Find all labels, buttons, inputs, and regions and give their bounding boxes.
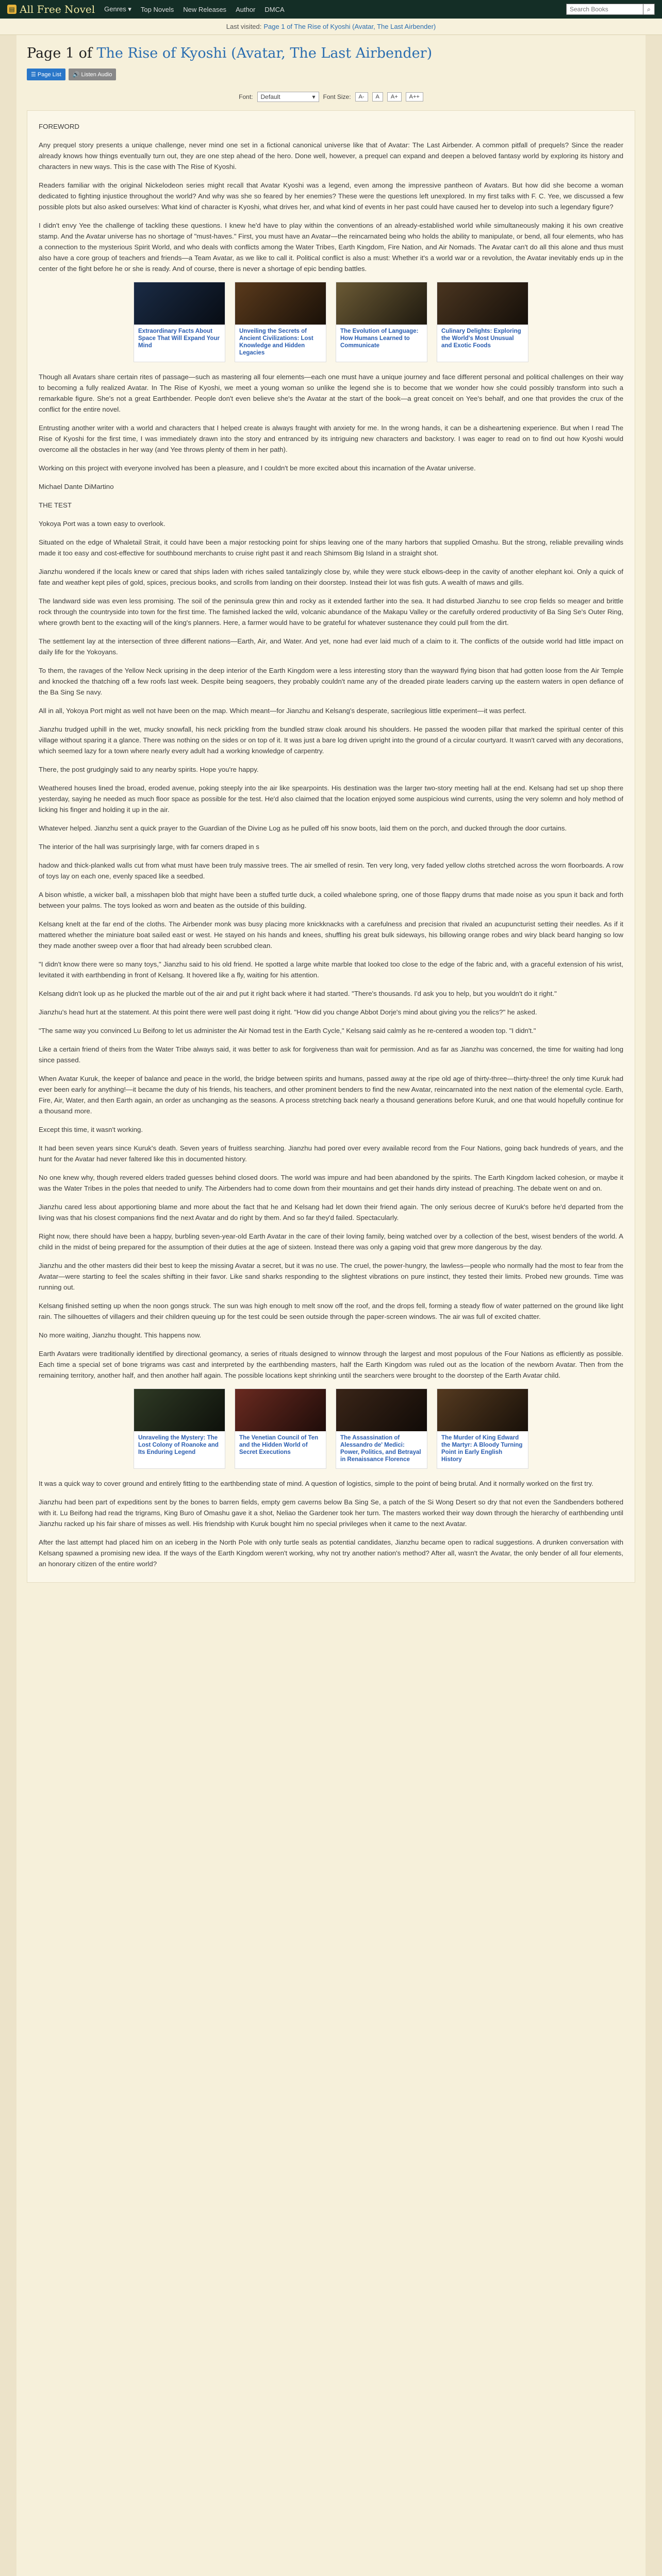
paragraph: Jianzhu trudged uphill in the wet, mucky snowfall, his neck prickling from the bundled straw cloak around his shoulders. He passed the wooden pillar that marked the spiritual center of this village without sparing it a glance. There was nothing on the sides or on top of it. It was just a bare log driven upright into the ground of a circular courtyard. It wasn't carved with any decorations, which seemed lazy for a town where nearly every adult had a working knowledge of carpentry. xyxy=(39,725,623,755)
menu-author[interactable]: Author xyxy=(236,5,256,13)
book-title-link[interactable]: The Rise of Kyoshi (Avatar, The Last Airbender) xyxy=(96,45,433,61)
ad-image xyxy=(235,282,326,325)
menu-genres[interactable]: Genres ▾ xyxy=(104,5,131,13)
ad-caption: Unveiling the Secrets of Ancient Civilizations: Lost Knowledge and Hidden Legacies xyxy=(239,328,313,356)
paragraph: hadow and thick-planked walls cut from what must have been truly massive trees. The air smelled of resin. Ten very long, very faded yellow cloths stretched across the worn floorboards. A row of toys lay on each one, evenly spaced like a seedbed. xyxy=(39,861,623,880)
paragraph: Situated on the edge of Whaletail Strait, it could have been a major restocking point for ships leaving one of the many harbors that supplied Omashu. But the strong, reliable prevailing winds made it too easy and cost-effective for southbound merchants to cruise right past it and reach Shimsom Big Island in a straight shot. xyxy=(39,538,623,557)
top-navbar xyxy=(0,0,662,19)
font-size-label: Font Size: xyxy=(323,93,351,100)
action-buttons xyxy=(27,69,635,80)
site-name: All Free Novel xyxy=(20,3,95,15)
paragraph: Jianzhu cared less about apportioning blame and more about the fact that he and Kelsang had let down their friend again. The only serious decree of Kuruk's before he'd departed from the living was that his closest companions find the next Avatar and do right by them. And so far they'd failed. Spectacularly. xyxy=(39,1203,623,1222)
ad-caption: Culinary Delights: Exploring the World's Most Unusual and Exotic Foods xyxy=(441,328,521,349)
paragraph: Entrusting another writer with a world and characters that I helped create is always fraught with anxiety for me. In the wrong hands, it can be a disheartening experience. But when I read The Rise of Kyoshi for the first time, I was immediately drawn into the story and entranced by its intriguing new characters and backstory. I was eager to read on to find out how Kyoshi would overcome all the obstacles in her way (and Yee throws plenty of them in her path). xyxy=(39,424,623,453)
ad-caption: The Murder of King Edward the Martyr: A Bloody Turning Point in Early English History xyxy=(441,1435,523,1463)
ad-card[interactable] xyxy=(336,1388,427,1469)
paragraph: The settlement lay at the intersection of three different nations—Earth, Air, and Water. And yet, none had ever laid much of a claim to it. The conflicts of the outside world had little impact on daily life for the Yokoyans. xyxy=(39,637,623,656)
paragraph: Jianzhu and the other masters did their best to keep the missing Avatar a secret, but it was no use. The cruel, the power-hungry, the lawless—people who normally had the most to fear from the Avatar—were starting to feel the scales shifting in their favor. Like sand sharks responding to the slightest vibrations on pure instinct, they tested their limits. Probed new grounds. Time was running out. xyxy=(39,1262,623,1291)
ad-card[interactable] xyxy=(235,282,326,362)
ad-caption: The Evolution of Language: How Humans Learned to Communicate xyxy=(340,328,419,349)
last-visited-link[interactable]: Page 1 of The Rise of Kyoshi (Avatar, The Last Airbender) xyxy=(263,23,436,30)
font-select-value: Default xyxy=(260,93,280,100)
ad-card[interactable] xyxy=(437,282,528,362)
page-wrapper xyxy=(16,35,646,2576)
paragraph: There, the post grudgingly said to any nearby spirits. Hope you're happy. xyxy=(39,766,259,773)
paragraph: "I didn't know there were so many toys," Jianzhu said to his old friend. He spotted a large white marble that looked too close to the edge of the fabric and, with a graceful extension of his wrist, levitated it with earthbending in front of Kelsang. It hovered like a fly, waiting for his attention. xyxy=(39,960,623,979)
main-menu xyxy=(104,5,285,13)
paragraph: Jianzhu's head hurt at the statement. At this point there were well past doing it right. "How did you change Abbot Dorje's mind about giving you the relics?" he asked. xyxy=(39,1008,537,1016)
paragraph: It was a quick way to cover ground and entirely fitting to the earthbending state of mind. A question of logistics, simple to the point of being brutal. And it normally worked on the first try. xyxy=(39,1480,593,1487)
paragraph: To them, the ravages of the Yellow Neck uprising in the deep interior of the Earth Kingdom were a less interesting story than the wayward flying bison that had gotten loose from the Air Temple and knocked the thatching off a few roofs last week. Despite being seagoers, they probably couldn't name any of the dreaded pirate leaders carving up the eastern waters in open defiance of the Ba Sing Se navy. xyxy=(39,667,623,696)
ad-image xyxy=(134,1389,225,1431)
paragraph: THE TEST xyxy=(39,501,72,509)
ad-caption: Extraordinary Facts About Space That Will Expand Your Mind xyxy=(138,328,220,349)
ad-row-top xyxy=(39,282,623,362)
paragraph: Jianzhu had been part of expeditions sent by the bones to barren fields, empty gem caverns below Ba Sing Se, a patch of the Si Wong Desert so dry that not even the Sandbenders bothered with it. Lu Beifong had read the trigrams, King Buro of Omashu gave it a shot, Neliao the Gardener took her turn. The masters worked their way down through the hierarchy of earthbending until Jianzhu racked up his fair share of misses as well. His friendship with Kuruk bought him no special privileges when it came to the next Avatar. xyxy=(39,1498,623,1528)
last-visited-label: Last visited: xyxy=(226,23,262,30)
ad-image xyxy=(235,1389,326,1431)
paragraph: The landward side was even less promising. The soil of the peninsula grew thin and rocky as it extended farther into the sea. It had disturbed Jianzhu to see crop fields so meager and brittle rock through the countryside into town for the first time. The famished lacked the wild, volcanic abundance of the Makapu Valley or the carefully ordered productivity of Ba Sing Se's Outer Ring, where growth bent to the exacting will of the king's planners. Here, a farmer would have to be grateful for whatever sustenance they could pull from the dirt. xyxy=(39,597,623,626)
text-block-c xyxy=(39,1478,623,1569)
ad-card[interactable] xyxy=(134,1388,225,1469)
ad-caption: Unraveling the Mystery: The Lost Colony of Roanoke and Its Enduring Legend xyxy=(138,1435,219,1455)
paragraph: Michael Dante DiMartino xyxy=(39,483,114,490)
font-label: Font: xyxy=(239,93,253,100)
paragraph: FOREWORD xyxy=(39,123,80,130)
ad-row-bottom xyxy=(39,1388,623,1469)
paragraph: Though all Avatars share certain rites of passage—such as mastering all four elements—each one must have a unique journey and face different personal and political challenges on their way to becoming a fully realized Avatar. In The Rise of Kyoshi, we meet a young woman so unlike the legend she is to become that we wonder how she could possibly transform into such a remarkable figure. She's not a great Earthbender. People don't even believe she's the Avatar at the start of the book—a great conceit on Yee's behalf, and one that provides the crux of the conflict for the entire novel. xyxy=(39,373,623,413)
paragraph: Kelsang finished setting up when the noon gongs struck. The sun was high enough to melt snow off the roof, and the drops fell, forming a steady flow of water patterned on the ground like light rain. The silhouettes of villagers and their children queuing up for the test could be seen outside through the paper-screen windows. The air was full of excited chatter. xyxy=(39,1302,623,1320)
book-icon: ▤ xyxy=(7,5,16,14)
paragraph: Yokoya Port was a town easy to overlook. xyxy=(39,520,166,528)
listen-audio-button[interactable]: 🔊 Listen Audio xyxy=(69,69,117,80)
font-size-increase[interactable]: A+ xyxy=(387,92,402,101)
paragraph: Weathered houses lined the broad, eroded avenue, poking steeply into the air like spearpoints. His destination was the larger two-story meeting hall at the end. Kelsang had set up shop there yesterday, saying he needed as much floor space as possible for the test. He'd also claimed that the location enjoyed some auspicious wind currents, using the very solemn and holy method of licking his finger and holding it up in the air. xyxy=(39,784,623,814)
paragraph: I didn't envy Yee the challenge of tackling these questions. I knew he'd have to play within the conventions of an already-established world while simultaneously making it his own creative stamp. And the Avatar universe has no shortage of "must-haves." First, you must have an Avatar—the reincarnated being who holds the ability to manipulate, or bend, all four elements, who has a connection to the mysterious Spirit World, and who deals with conflicts among the Water Tribes, Earth Kingdom, Fire Nation, and Air Nomads. The Avatar can't do all this alone and thus must also have a core group of teachers and friends—a Team Avatar, as we like to call it. Political conflict is also a must: Whether it's a world war or a revolution, the Avatar inevitably ends up in the center of the fight before he or she is ready. And of course, there is never a shortage of epic bending battles. xyxy=(39,222,623,273)
paragraph: Kelsang knelt at the far end of the cloths. The Airbender monk was busy placing more knickknacks with a carefulness and precision that rivaled an acupuncturist setting their needles. As if it mattered whether the miniature boat sailed east or west. He stayed on his hands and knees, shuffling his great bulk sideways, his billowing orange robes and wiry black beard hanging so low they made another sweep over a floor that had already been scrubbed clean. xyxy=(39,920,623,950)
paragraph: Earth Avatars were traditionally identified by directional geomancy, a series of rituals designed to winnow through the largest and most populous of the Four Nations as efficiently as possible. Each time a special set of bone trigrams was cast and interpreted by the earthbending masters, half the Earth Kingdom was ruled out as the location of the newborn Avatar. Then from the remaining territory, another half, and then another half again. The possible locations kept shrinking until the searchers were brought to the doorstep of the Earth Avatar child. xyxy=(39,1350,623,1379)
page-title-prefix: Page 1 of xyxy=(27,45,92,61)
paragraph: The interior of the hall was surprisingly large, with far corners draped in s xyxy=(39,843,259,851)
ad-caption: The Assassination of Alessandro de' Medici: Power, Politics, and Betrayal in Renaissance Florence xyxy=(340,1435,421,1463)
paragraph: No more waiting, Jianzhu thought. This happens now. xyxy=(39,1331,202,1339)
search-icon[interactable]: ⌕ xyxy=(643,4,655,15)
paragraph: "The same way you convinced Lu Beifong to let us administer the Air Nomad test in the Earth Cycle," Kelsang said calmly as he re-centered a wooden top. "I didn't." xyxy=(39,1027,536,1035)
site-logo[interactable] xyxy=(7,3,95,15)
font-size-max[interactable]: A++ xyxy=(406,92,423,101)
font-select[interactable] xyxy=(257,92,319,102)
ad-card[interactable] xyxy=(336,282,427,362)
paragraph: All in all, Yokoya Port might as well not have been on the map. Which meant—for Jianzhu and Kelsang's desperate, sacrilegious little experiment—it was perfect. xyxy=(39,707,526,715)
ad-image xyxy=(134,282,225,325)
last-visited-bar xyxy=(0,19,662,35)
text-block-b xyxy=(39,371,623,1381)
paragraph: Jianzhu wondered if the locals knew or cared that ships laden with riches sailed tantalizingly close by, while they were stuck elbows-deep in the cavity of another elephant koi. Only a quick of fate and weather kept piles of gold, spices, precious books, and scrolls from landing on their doorstep. Instead their lot was fish guts. A wealth of maws and gills. xyxy=(39,568,623,586)
chevron-down-icon: ▾ xyxy=(312,93,316,100)
paragraph: Working on this project with everyone involved has been a pleasure, and I couldn't be more excited about this incarnation of the Avatar universe. xyxy=(39,464,476,472)
menu-dmca[interactable]: DMCA xyxy=(264,5,285,13)
menu-top-novels[interactable]: Top Novels xyxy=(140,5,174,13)
page-list-button[interactable]: ☰ Page List xyxy=(27,69,65,80)
paragraph: Kelsang didn't look up as he plucked the marble out of the air and put it right back where it had started. "There's thousands. I'd ask you to help, but you wouldn't do it right." xyxy=(39,990,557,997)
page-title xyxy=(27,45,635,61)
search-box xyxy=(566,4,655,15)
paragraph: Except this time, it wasn't working. xyxy=(39,1126,143,1133)
ad-caption: The Venetian Council of Ten and the Hidden World of Secret Executions xyxy=(239,1435,319,1455)
paragraph: Readers familiar with the original Nickelodeon series might recall that Avatar Kyoshi was a legend, even among the impressive pantheon of Avatars. But how did she become a woman dedicated to fighting injustice throughout the world? And why was she so feared by her enemies? These were the questions left unexplored. In my first talks with F. C. Yee, we discussed a few possible plots but also asked ourselves: What kind of character is Kyoshi, what drives her, and what kind of events in her past could have caused her to develop into such a legendary figure? xyxy=(39,181,623,211)
paragraph: Whatever helped. Jianzhu sent a quick prayer to the Guardian of the Divine Log as he pulled off his snow boots, laid them on the porch, and ducked through the door curtains. xyxy=(39,824,567,832)
paragraph: Right now, there should have been a happy, burbling seven-year-old Earth Avatar in the care of their loving family, being watched over by a collection of the best, wisest benders of the world. A child in the midst of being prepared for the assumption of their duties at the age of sixteen. Instead there was only a gaping void that grew more dangerous by the day. xyxy=(39,1232,623,1251)
paragraph: Any prequel story presents a unique challenge, never mind one set in a fictional canonical universe like that of Avatar: The Last Airbender. A common pitfall of prequels? Since the reader already knows how things eventually turn out, they are one step ahead of the hero. Done well, however, a prequel can expand and deepen a beloved fantasy world by exploring its history and characters in new ways. This is the case with The Rise of Kyoshi. xyxy=(39,141,623,171)
font-size-default[interactable]: A xyxy=(372,92,383,101)
ad-image xyxy=(437,282,528,325)
text-block-a xyxy=(39,121,623,274)
ad-image xyxy=(437,1389,528,1431)
search-input[interactable] xyxy=(566,4,643,15)
menu-new-releases[interactable]: New Releases xyxy=(183,5,227,13)
ad-card[interactable] xyxy=(235,1388,326,1469)
paragraph: A bison whistle, a wicker ball, a misshapen blob that might have been a stuffed turtle duck, a coiled whalebone spring, one of those flappy drums that made noise as you spun it back and forth between your palms. The toys looked as worn and beaten as the outside of this building. xyxy=(39,891,623,909)
paragraph: Like a certain friend of theirs from the Water Tribe always said, it was better to ask for forgiveness than wait for permission. And as far as Jianzhu was concerned, the time for waiting had long since passed. xyxy=(39,1045,623,1064)
paragraph: No one knew why, though revered elders traded guesses behind closed doors. The world was impure and had been abandoned by the spirits. The Earth Kingdom lacked cohesion, or maybe it was the Water Tribes in the poles that needed to unify. The Airbenders had to come down from their mountains and get their hands dirty instead of preaching. The debate went on and on. xyxy=(39,1174,623,1192)
ad-image xyxy=(336,282,427,325)
ad-card[interactable] xyxy=(437,1388,528,1469)
font-size-decrease[interactable]: A- xyxy=(355,92,368,101)
paragraph: When Avatar Kuruk, the keeper of balance and peace in the world, the bridge between spirits and humans, passed away at the ripe old age of thirty-three—thirty-three! the only time Kuruk had ever been early for anything!—it became the duty of his friends, his teachers, and other prominent benders to find the new Avatar, reincarnated into the next nation of the elemental cycle. Earth, Fire, Air, Water, and then Earth again, an order as unchanging as the seasons. A process stretching back nearly a thousand generations before Kuruk, and one that would hopefully continue for a thousand more. xyxy=(39,1075,623,1115)
paragraph: After the last attempt had placed him on an iceberg in the North Pole with only turtle seals as potential candidates, Jianzhu became open to radical suggestions. A drunken conversation with Kelsang spawned a promising new idea. If the ways of the Earth Kingdom weren't working, why not try another nation's method? After all, wasn't the Avatar, the only bender of all four elements, an honorary citizen of the entire world? xyxy=(39,1538,623,1568)
reader-controls xyxy=(27,92,635,102)
ad-image xyxy=(336,1389,427,1431)
paragraph: It had been seven years since Kuruk's death. Seven years of fruitless searching. Jianzhu had pored over every available record from the Four Nations, going back hundreds of years, and the hunt for the Avatar had never faltered like this in documented history. xyxy=(39,1144,623,1163)
ad-card[interactable] xyxy=(134,282,225,362)
chapter-content xyxy=(27,110,635,1583)
